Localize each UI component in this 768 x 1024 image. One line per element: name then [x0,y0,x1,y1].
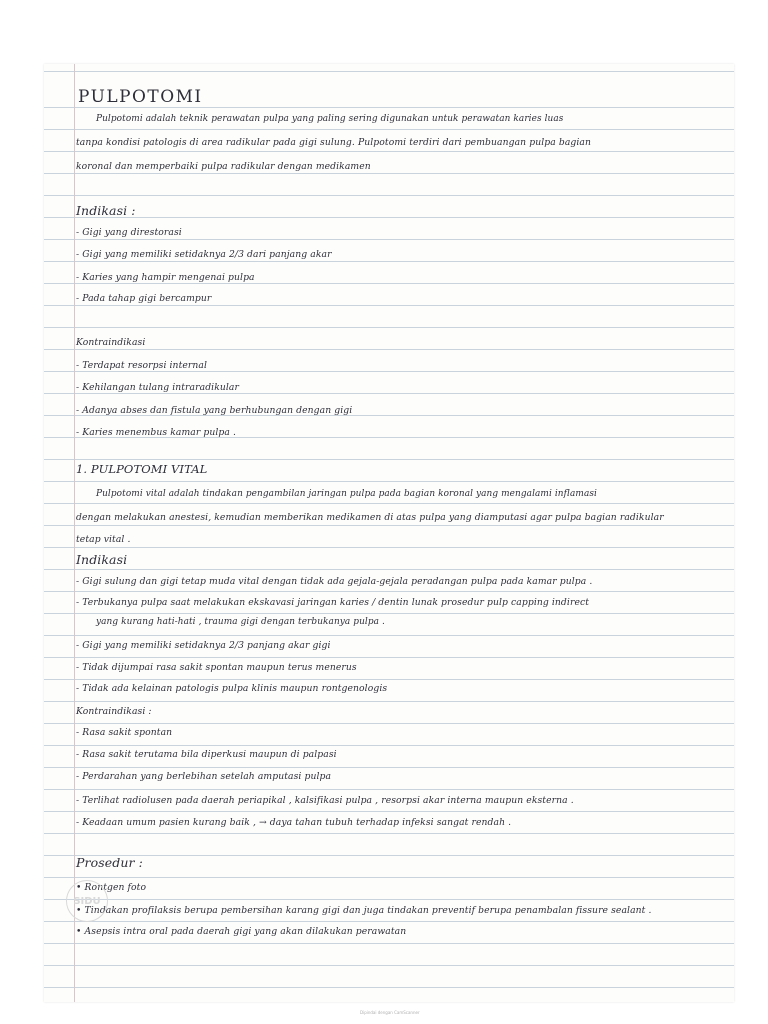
indikasi-heading: Indikasi : [76,203,136,218]
prosedur-item: • Asepsis intra oral pada daerah gigi yang akan dilakukan perawatan [76,926,407,937]
intro-line: tanpa kondisi patologis di area radikular pada gigi sulung. Pulpotomi terdiri dari pembuangan pulpa bagian [76,137,592,148]
kontraindikasi-item: - Terdapat resorpsi internal [76,360,208,371]
vital-kontra-item: - Rasa sakit terutama bila diperkusi maupun di palpasi [76,749,337,760]
prosedur-item: • Tindakan profilaksis berupa pembersihan karang gigi dan juga tindakan preventif berupa penambalan fissure sealant . [76,905,652,916]
kontraindikasi-item: - Kehilangan tulang intraradikular [76,382,240,393]
intro-line: koronal dan memperbaiki pulpa radikular dengan medikamen [76,161,371,172]
vital-kontra-heading: Kontraindikasi : [76,706,152,717]
vital-indikasi-item: yang kurang hati-hati , trauma gigi dengan terbukanya pulpa . [96,617,385,627]
section-heading-vital: 1. PULPOTOMI VITAL [76,462,208,476]
prosedur-heading: Prosedur : [76,855,143,870]
indikasi-item: - Gigi yang direstorasi [76,227,182,238]
indikasi-item: - Karies yang hampir mengenai pulpa [76,272,255,283]
vital-intro-line: Pulpotomi vital adalah tindakan pengambilan jaringan pulpa pada bagian koronal yang mengalami inflamasi [96,489,597,499]
vital-kontra-item: - Perdarahan yang berlebihan setelah amputasi pulpa [76,771,332,782]
kontraindikasi-item: - Karies menembus kamar pulpa . [76,427,237,438]
vital-indikasi-heading: Indikasi [76,552,128,567]
vital-kontra-item: - Rasa sakit spontan [76,727,173,738]
margin-line [74,64,75,1002]
vital-indikasi-item: - Terbukanya pulpa saat melakukan ekskavasi jaringan karies / dentin lunak prosedur pulp capping indirect [76,597,590,608]
vital-intro-line: dengan melakukan anestesi, kemudian memberikan medikamen di atas pulpa yang diamputasi agar pulpa bagian radikular [76,512,664,523]
vital-indikasi-item: - Gigi sulung dan gigi tetap muda vital dengan tidak ada gejala-gejala peradangan pulpa pada kamar pulpa . [76,576,593,587]
intro-line: Pulpotomi adalah teknik perawatan pulpa yang paling sering digunakan untuk perawatan karies luas [96,114,564,124]
vital-indikasi-item: - Tidak ada kelainan patologis pulpa klinis maupun rontgenologis [76,683,388,694]
notebook-page [44,64,734,1002]
notebook-logo [66,880,108,922]
vital-kontra-item: - Keadaan umum pasien kurang baik , → daya tahan tubuh terhadap infeksi sangat rendah . [76,817,512,828]
vital-indikasi-item: - Tidak dijumpai rasa sakit spontan maupun terus menerus [76,662,357,673]
indikasi-item: - Pada tahap gigi bercampur [76,293,212,304]
kontraindikasi-heading: Kontraindikasi [76,337,146,348]
kontraindikasi-item: - Adanya abses dan fistula yang berhubungan dengan gigi [76,405,353,416]
prosedur-item: • Rontgen foto [76,882,147,893]
vital-kontra-item: - Terlihat radiolusen pada daerah periapikal , kalsifikasi pulpa , resorpsi akar interna maupun eksterna . [76,795,574,806]
page-title: PULPOTOMI [78,86,203,106]
indikasi-item: - Gigi yang memiliki setidaknya 2/3 dari panjang akar [76,249,332,260]
vital-indikasi-item: - Gigi yang memiliki setidaknya 2/3 panjang akar gigi [76,640,331,651]
scanner-footer: Dipindai dengan CamScanner [360,1010,420,1015]
vital-intro-line: tetap vital . [76,534,131,545]
logo-text: SIDU [73,895,101,907]
